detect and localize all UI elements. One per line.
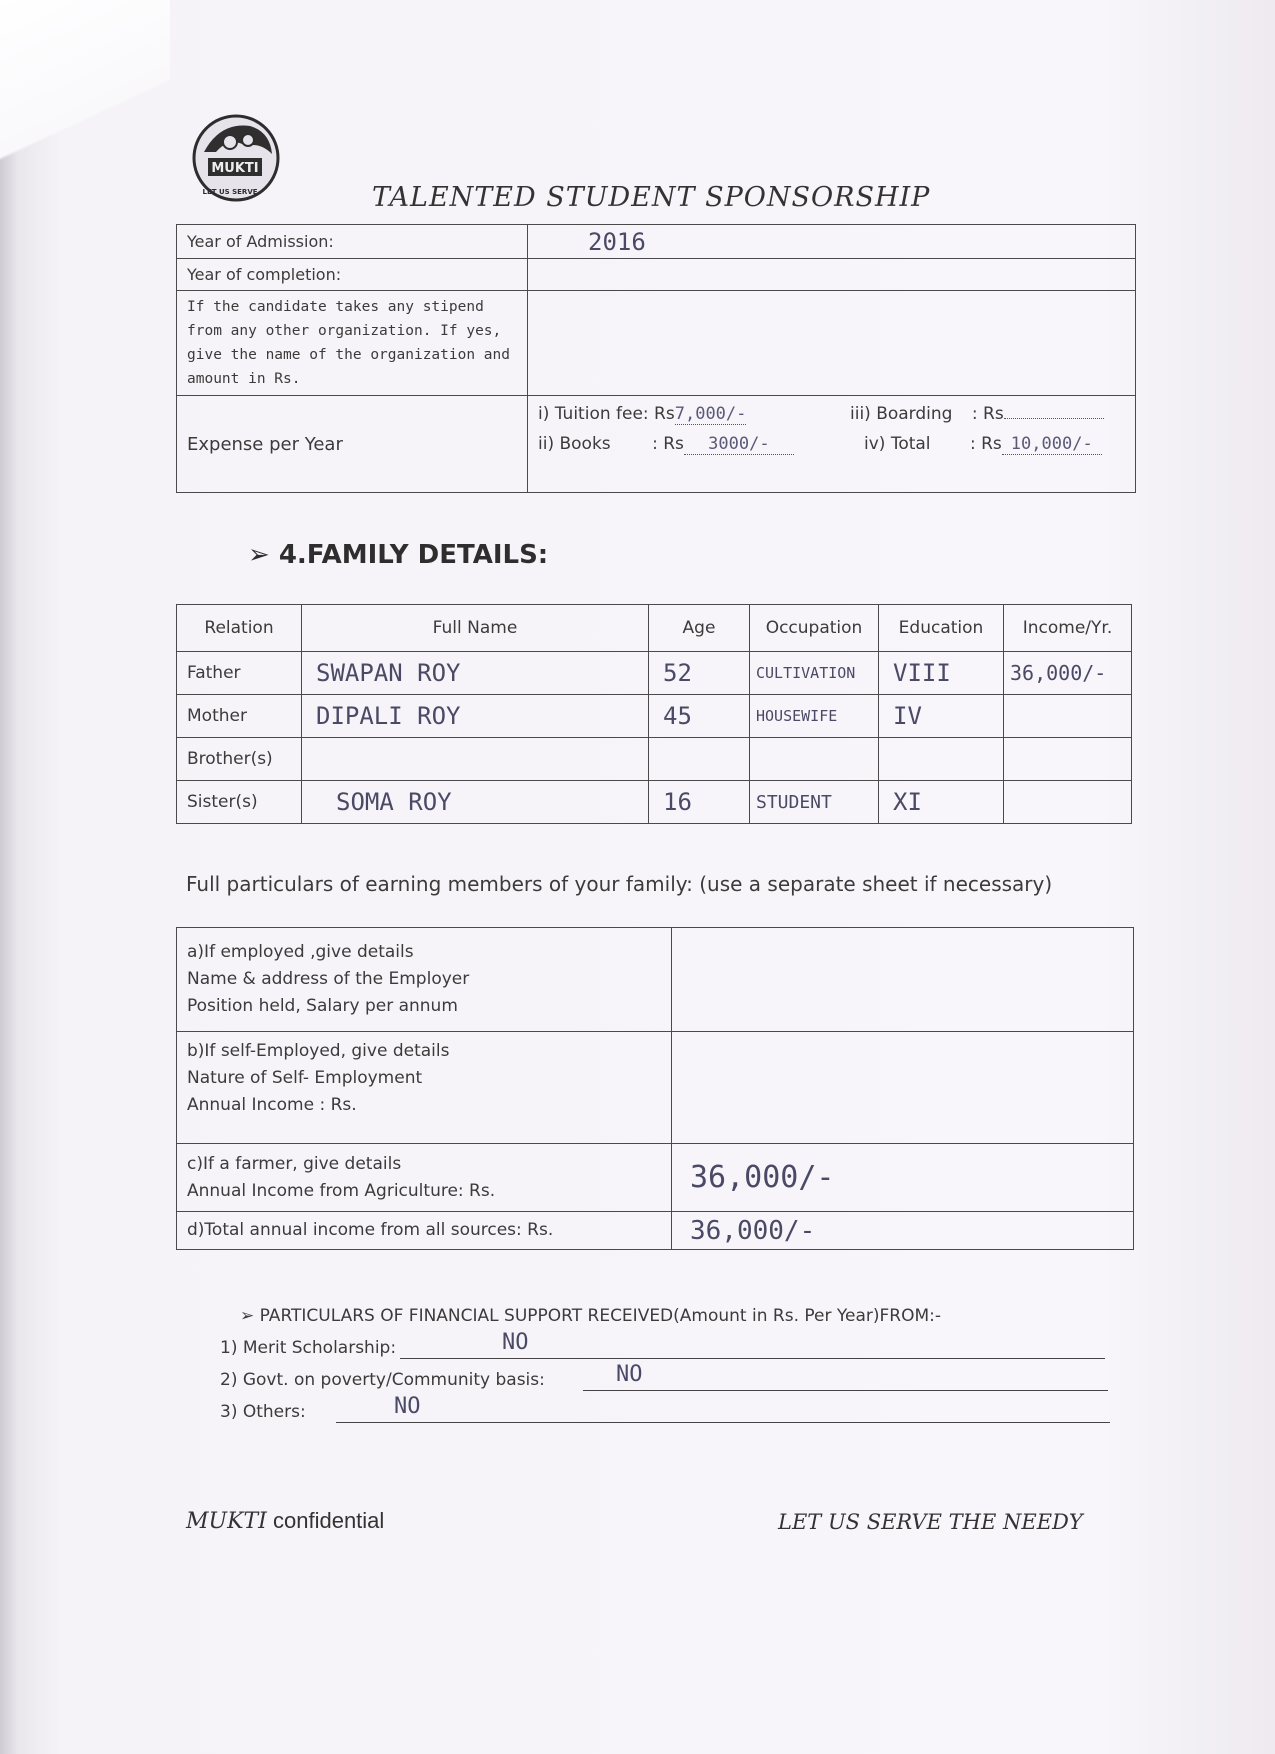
boarding-label: iii) Boarding bbox=[850, 404, 953, 424]
education-cell: IV bbox=[879, 695, 1004, 738]
employed-value bbox=[672, 928, 1134, 1032]
age-cell bbox=[649, 738, 750, 781]
header-full-name: Full Name bbox=[302, 605, 649, 652]
books-label: ii) Books bbox=[538, 434, 611, 454]
year-of-admission-label: Year of Admission: bbox=[177, 225, 528, 259]
year-of-admission-value: 2016 bbox=[528, 225, 1136, 259]
name-cell: DIPALI ROY bbox=[302, 695, 649, 738]
family-table bbox=[176, 604, 1132, 824]
header-occupation: Occupation bbox=[750, 605, 879, 652]
year-of-completion-label: Year of completion: bbox=[177, 259, 528, 291]
merit-scholarship-label: 1) Merit Scholarship: bbox=[220, 1338, 397, 1358]
name-cell bbox=[302, 738, 649, 781]
self-employed-line-1: b)If self-Employed, give details bbox=[187, 1041, 450, 1061]
occupation-cell: CULTIVATION bbox=[750, 652, 879, 695]
farmer-income-value: 36,000/- bbox=[672, 1144, 1134, 1212]
others-label: 3) Others: bbox=[220, 1402, 306, 1422]
age-cell: 52 bbox=[649, 652, 750, 695]
others-value: NO bbox=[394, 1394, 421, 1419]
relation-cell: Sister(s) bbox=[177, 781, 302, 824]
header-income: Income/Yr. bbox=[1004, 605, 1132, 652]
merit-scholarship-value: NO bbox=[502, 1330, 529, 1355]
books-value: 3000/- bbox=[708, 434, 770, 454]
employed-line-3: Position held, Salary per annum bbox=[187, 996, 458, 1016]
farmer-line-1: c)If a farmer, give details bbox=[187, 1153, 402, 1174]
govt-poverty-label: 2) Govt. on poverty/Community basis: bbox=[220, 1370, 545, 1390]
total-income-label: d)Total annual income from all sources: Rs. bbox=[177, 1212, 672, 1250]
year-of-completion-value bbox=[528, 259, 1136, 291]
self-employed-line-2: Nature of Self- Employment bbox=[187, 1068, 423, 1088]
expense-cell bbox=[528, 396, 1136, 493]
earning-members-table bbox=[176, 927, 1134, 1250]
occupation-cell: STUDENT bbox=[750, 781, 879, 824]
total-income-value: 36,000/- bbox=[672, 1212, 1134, 1250]
stipend-label: If the candidate takes any stipend from any other organization. If yes, give the name of the organization and amount in Rs. bbox=[177, 291, 528, 396]
employed-line-1: a)If employed ,give details bbox=[187, 942, 414, 962]
govt-poverty-value: NO bbox=[616, 1362, 643, 1387]
self-employed-line-3: Annual Income : Rs. bbox=[187, 1095, 357, 1115]
total-label: iv) Total bbox=[864, 434, 931, 454]
occupation-cell bbox=[750, 738, 879, 781]
self-employed-label bbox=[177, 1032, 672, 1144]
education-cell: XI bbox=[879, 781, 1004, 824]
tuition-fee bbox=[538, 404, 746, 425]
family-row-sisters bbox=[177, 781, 1132, 824]
mukti-logo bbox=[190, 112, 282, 204]
total-value: 10,000/- bbox=[1010, 434, 1093, 454]
header-age: Age bbox=[649, 605, 750, 652]
footer-confidential bbox=[186, 1508, 384, 1534]
self-employed-value bbox=[672, 1032, 1134, 1144]
occupation-cell: HOUSEWIFE bbox=[750, 695, 879, 738]
total-expense bbox=[864, 434, 1102, 455]
total-rs: : Rs bbox=[969, 434, 1002, 454]
expense-label: Expense per Year bbox=[177, 396, 528, 493]
name-cell: SWAPAN ROY bbox=[302, 652, 649, 695]
education-cell: VIII bbox=[879, 652, 1004, 695]
page-title: TALENTED STUDENT SPONSORSHIP bbox=[372, 182, 931, 213]
boarding bbox=[850, 404, 1104, 424]
others-line bbox=[336, 1398, 1110, 1423]
header-relation: Relation bbox=[177, 605, 302, 652]
relation-cell: Father bbox=[177, 652, 302, 695]
tuition-fee-value: 7,000/- bbox=[674, 404, 747, 424]
family-row-brothers bbox=[177, 738, 1132, 781]
farmer-line-2: Annual Income from Agriculture: Rs. bbox=[187, 1180, 496, 1201]
svg-text:LET US SERVE: LET US SERVE bbox=[202, 188, 258, 196]
employed-label bbox=[177, 928, 672, 1032]
admission-table bbox=[176, 224, 1136, 493]
farmer-label bbox=[177, 1144, 672, 1212]
footer-brand: MUKTI bbox=[186, 1509, 267, 1534]
footer-motto: LET US SERVE THE NEEDY bbox=[778, 1510, 1083, 1534]
age-cell: 45 bbox=[649, 695, 750, 738]
relation-cell: Mother bbox=[177, 695, 302, 738]
tuition-fee-label: i) Tuition fee: Rs bbox=[538, 404, 675, 424]
age-cell: 16 bbox=[649, 781, 750, 824]
boarding-rs: : Rs bbox=[971, 404, 1004, 424]
education-cell bbox=[879, 738, 1004, 781]
family-section-title: ➢ 4.FAMILY DETAILS: bbox=[248, 540, 549, 570]
family-row-father bbox=[177, 652, 1132, 695]
govt-poverty-line bbox=[583, 1366, 1108, 1391]
income-cell bbox=[1004, 738, 1132, 781]
financial-support-heading: ➢ PARTICULARS OF FINANCIAL SUPPORT RECEIVED(Amount in Rs. Per Year)FROM:- bbox=[240, 1306, 941, 1326]
income-cell: 36,000/- bbox=[1004, 652, 1132, 695]
relation-cell: Brother(s) bbox=[177, 738, 302, 781]
stipend-value bbox=[528, 291, 1136, 396]
income-cell bbox=[1004, 695, 1132, 738]
folded-corner bbox=[0, 0, 170, 270]
name-cell: SOMA ROY bbox=[302, 781, 649, 824]
family-row-mother bbox=[177, 695, 1132, 738]
employed-line-2: Name & address of the Employer bbox=[187, 969, 470, 989]
svg-text:MUKTI: MUKTI bbox=[211, 161, 259, 176]
header-education: Education bbox=[879, 605, 1004, 652]
books bbox=[538, 434, 794, 455]
footer-confidential-text: confidential bbox=[273, 1508, 385, 1533]
income-cell bbox=[1004, 781, 1132, 824]
books-rs: : Rs bbox=[652, 434, 684, 454]
earning-members-heading: Full particulars of earning members of your family: (use a separate sheet if necessary) bbox=[186, 872, 1053, 896]
